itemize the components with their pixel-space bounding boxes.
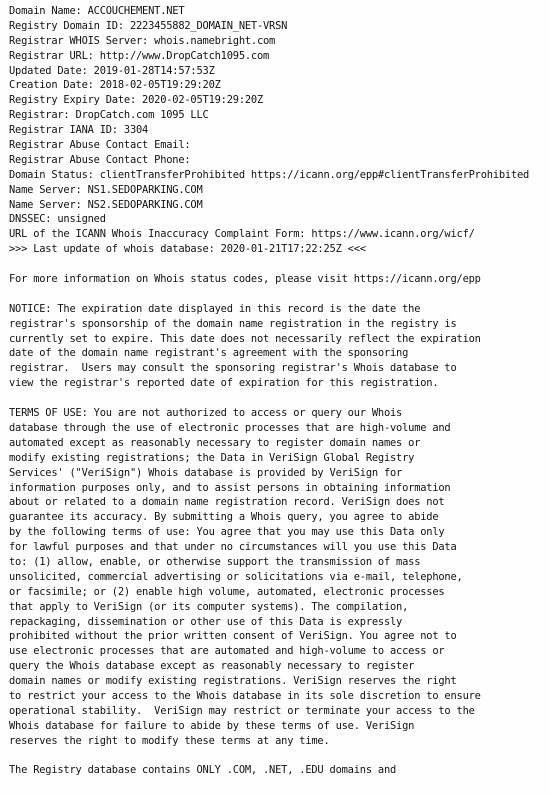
whois-line: Creation Date: 2018-02-05T19:29:20Z — [9, 79, 221, 92]
whois-line: to restrict your access to the Whois database in its sole discretion to ensure — [9, 689, 481, 702]
whois-line: date of the domain name registrant's agreement with the sponsoring — [9, 347, 409, 360]
whois-line: Updated Date: 2019-01-28T14:57:53Z — [9, 64, 215, 77]
whois-line: Whois database for failure to abide by these terms of use. VeriSign — [9, 719, 415, 732]
whois-line: unsolicited, commercial advertising or solicitations via e-mail, telephone, — [9, 570, 463, 583]
whois-line: Registrar IANA ID: 3304 — [9, 124, 149, 137]
whois-line: For more information on Whois status codes, please visit https://icann.org/epp — [9, 273, 481, 286]
whois-line: or facsimile; or (2) enable high volume, automated, electronic processes — [9, 585, 445, 598]
whois-line: TERMS OF USE: You are not authorized to access or query our Whois — [9, 407, 403, 420]
whois-line: reserves the right to modify these terms at any time. — [9, 734, 330, 747]
whois-line: automated except as reasonably necessary to register domain names or — [9, 436, 421, 449]
whois-line: that apply to VeriSign (or its computer systems). The compilation, — [9, 600, 409, 613]
blank-line — [9, 287, 545, 302]
whois-line: URL of the ICANN Whois Inaccuracy Complaint Form: https://www.icann.org/wicf/ — [9, 228, 475, 241]
whois-line: guarantee its accuracy. By submitting a Whois query, you agree to abide — [9, 511, 439, 524]
whois-line: view the registrar's reported date of expiration for this registration. — [9, 377, 439, 390]
blank-line — [9, 257, 545, 272]
whois-line: query the Whois database except as reasonably necessary to register — [9, 660, 415, 673]
whois-line: >>> Last update of whois database: 2020-01-21T17:22:25Z <<< — [9, 243, 366, 256]
whois-line: Services' ("VeriSign") Whois database is provided by VeriSign for — [9, 466, 403, 479]
whois-line: to: (1) allow, enable, or otherwise support the transmission of mass — [9, 555, 421, 568]
whois-line: Registrar: DropCatch.com 1095 LLC — [9, 109, 209, 122]
whois-line: NOTICE: The expiration date displayed in this record is the date the — [9, 302, 421, 315]
whois-line: Domain Name: ACCOUCHEMENT.NET — [9, 5, 185, 17]
whois-line: Name Server: NS2.SEDOPARKING.COM — [9, 198, 203, 211]
whois-line: database through the use of electronic processes that are high-volume and — [9, 421, 451, 434]
whois-line: Registrar URL: http://www.DropCatch1095.com — [9, 49, 270, 62]
whois-line: Registry Expiry Date: 2020-02-05T19:29:20Z — [9, 94, 264, 107]
whois-line: Registrar Abuse Contact Email: — [9, 139, 191, 152]
blank-line — [9, 749, 545, 764]
whois-line: modify existing registrations; the Data in VeriSign Global Registry — [9, 451, 415, 464]
whois-line: domain names or modify existing registrations. VeriSign reserves the right — [9, 675, 457, 688]
whois-line: Registry Domain ID: 2223455882_DOMAIN_NET-VRSN — [9, 19, 288, 32]
whois-line: for lawful purposes and that under no circumstances will you use this Data — [9, 541, 457, 554]
whois-line: about or related to a domain name registration record. VeriSign does not — [9, 496, 445, 509]
whois-line: information purposes only, and to assist persons in obtaining information — [9, 481, 451, 494]
whois-line: by the following terms of use: You agree that you may use this Data only — [9, 526, 445, 539]
whois-record-text — [9, 4, 545, 778]
whois-line: Registrar WHOIS Server: whois.namebright.com — [9, 34, 276, 47]
whois-line: currently set to expire. This date does not necessarily reflect the expiration — [9, 332, 481, 345]
whois-line: Registrar Abuse Contact Phone: — [9, 153, 191, 166]
whois-line: registrar's sponsorship of the domain name registration in the registry is — [9, 317, 457, 330]
whois-line: use electronic processes that are automated and high-volume to access or — [9, 645, 445, 658]
whois-line: Domain Status: clientTransferProhibited https://icann.org/epp#clientTransferProhibited — [9, 168, 530, 181]
blank-line — [9, 391, 545, 406]
whois-line: registrar. Users may consult the sponsoring registrar's Whois database to — [9, 362, 457, 375]
whois-line: Name Server: NS1.SEDOPARKING.COM — [9, 183, 203, 196]
whois-line: operational stability. VeriSign may restrict or terminate your access to the — [9, 704, 475, 717]
whois-line: The Registry database contains ONLY .COM, .NET, .EDU domains and — [9, 764, 397, 777]
whois-line: prohibited without the prior written consent of VeriSign. You agree not to — [9, 630, 457, 643]
whois-line: repackaging, dissemination or other use of this Data is expressly — [9, 615, 403, 628]
whois-line: DNSSEC: unsigned — [9, 213, 106, 226]
